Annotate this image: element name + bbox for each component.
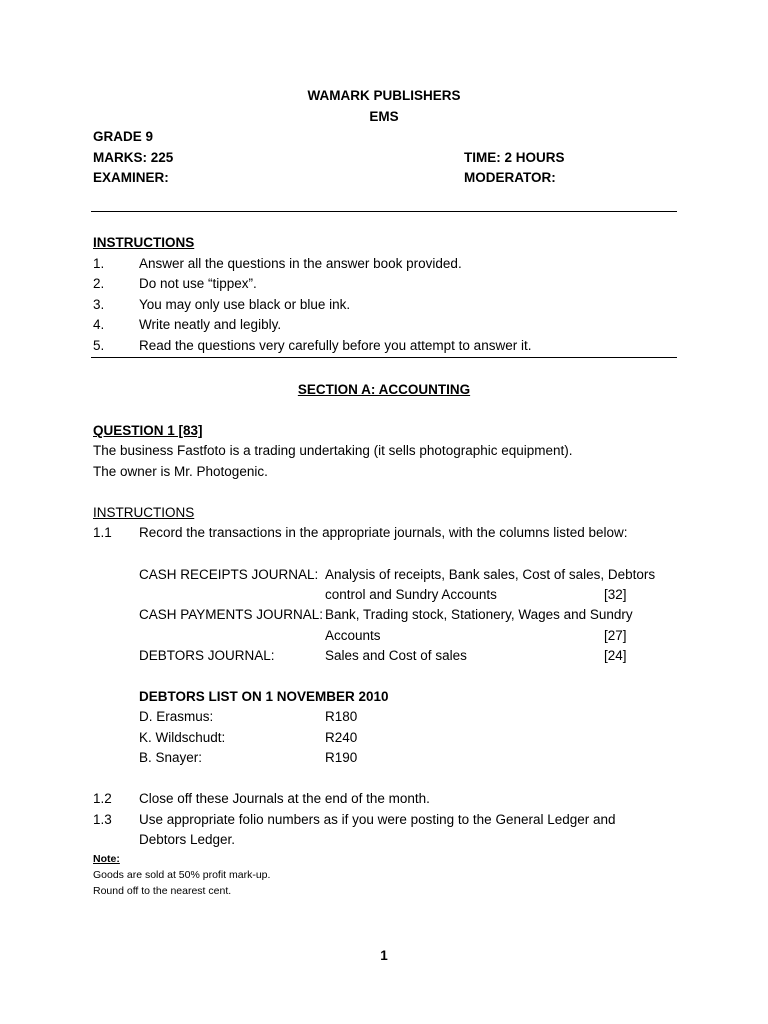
question-intro: The owner is Mr. Photogenic. — [93, 464, 268, 479]
journal-columns: Sales and Cost of sales — [325, 648, 467, 663]
debtor-amount: R180 — [325, 709, 358, 724]
publisher-title: WAMARK PUBLISHERS — [307, 88, 461, 103]
instruction-text: Read the questions very carefully before you attempt to answer it. — [139, 338, 532, 353]
instruction-text: Answer all the questions in the answer book provided. — [139, 256, 462, 271]
note-text: Goods are sold at 50% profit mark-up. — [93, 869, 271, 881]
instruction-text: Write neatly and legibly. — [139, 317, 282, 332]
debtor-name: D. Erasmus: — [139, 709, 214, 724]
journal-columns: control and Sundry Accounts — [325, 587, 497, 602]
debtor-name: B. Snayer: — [139, 750, 203, 765]
journal-marks: [24] — [604, 648, 627, 663]
instruction-number: 3. — [93, 297, 105, 312]
time-label: TIME: 2 HOURS — [464, 150, 565, 165]
instruction-text: You may only use black or blue ink. — [139, 297, 351, 312]
instructions-divider — [91, 357, 677, 358]
debtors-list-heading: DEBTORS LIST ON 1 NOVEMBER 2010 — [139, 689, 389, 704]
item-number: 1.1 — [93, 525, 112, 540]
debtor-amount: R190 — [325, 750, 358, 765]
section-title: SECTION A: ACCOUNTING — [297, 382, 471, 397]
instruction-text: Do not use “tippex”. — [139, 276, 257, 291]
journal-marks: [32] — [604, 587, 627, 602]
item-text: Debtors Ledger. — [139, 832, 236, 847]
item-number: 1.3 — [93, 812, 112, 827]
item-text: Use appropriate folio numbers as if you were posting to the General Ledger and — [139, 812, 616, 827]
question-heading: QUESTION 1 [83] — [93, 423, 203, 438]
examiner-label: EXAMINER: — [93, 170, 169, 185]
instruction-number: 4. — [93, 317, 105, 332]
journal-columns: Analysis of receipts, Bank sales, Cost of sales, Debtors — [325, 567, 656, 582]
header-divider — [91, 211, 677, 212]
question-instructions-heading: INSTRUCTIONS — [93, 505, 195, 520]
journal-columns: Accounts — [325, 628, 381, 643]
journal-name: CASH RECEIPTS JOURNAL: — [139, 567, 319, 582]
page-number: 1 — [380, 948, 388, 963]
grade-label: GRADE 9 — [93, 129, 154, 144]
item-text: Record the transactions in the appropriate journals, with the columns listed below: — [139, 525, 628, 540]
moderator-label: MODERATOR: — [464, 170, 556, 185]
marks-label: MARKS: 225 — [93, 150, 174, 165]
item-number: 1.2 — [93, 791, 112, 806]
instructions-heading: INSTRUCTIONS — [93, 235, 195, 250]
subject-title: EMS — [369, 109, 399, 124]
journal-name: DEBTORS JOURNAL: — [139, 648, 275, 663]
instruction-number: 5. — [93, 338, 105, 353]
instruction-number: 2. — [93, 276, 105, 291]
question-intro: The business Fastfoto is a trading undertaking (it sells photographic equipment). — [93, 443, 573, 458]
journal-columns: Bank, Trading stock, Stationery, Wages and Sundry — [325, 607, 633, 622]
journal-name: CASH PAYMENTS JOURNAL: — [139, 607, 324, 622]
instruction-number: 1. — [93, 256, 105, 271]
item-text: Close off these Journals at the end of the month. — [139, 791, 430, 806]
note-heading: Note: — [93, 853, 120, 865]
debtor-name: K. Wildschudt: — [139, 730, 226, 745]
debtor-amount: R240 — [325, 730, 358, 745]
note-text: Round off to the nearest cent. — [93, 885, 232, 897]
journal-marks: [27] — [604, 628, 627, 643]
